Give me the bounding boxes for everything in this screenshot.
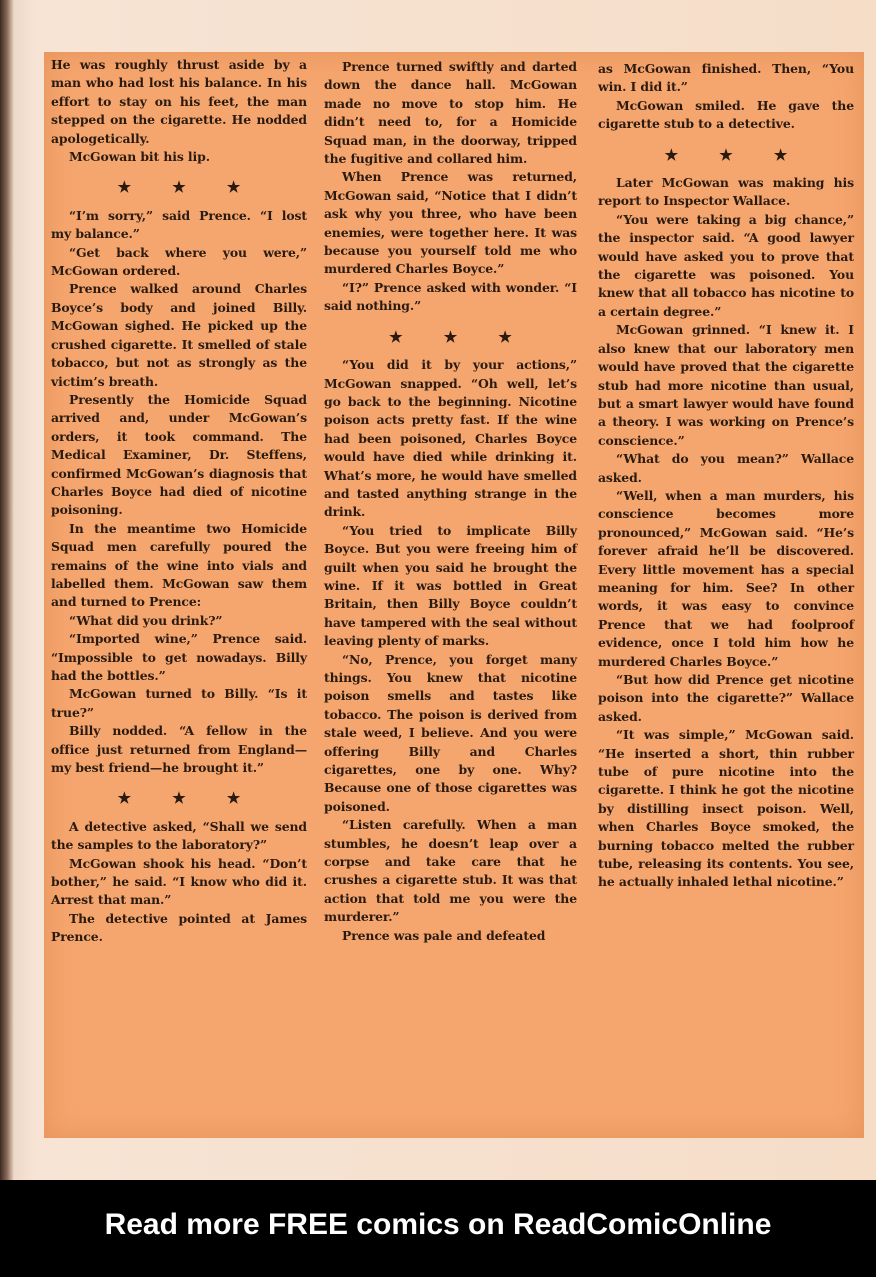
paragraph: “You did it by your actions,” McGowan snapped. “Oh well, let’s go back to the beginning. Nicotine poison acts pretty fast. If the wine had been poisoned, Charles Boyce would have died while drinking it. What’s more, he would have smelled and tasted anything strange in the drink. (324, 357, 577, 520)
paragraph: “You were taking a big chance,” the inspector said. “A good lawyer would have asked you to prove that the cigarette was poisoned. You knew that all tobacco has nicotine to a certain degree.” (598, 211, 854, 319)
page-binding-edge (0, 0, 14, 1180)
paragraph: “You tried to implicate Billy Boyce. But you were freeing him of guilt when you said he brought the wine. If it was bottled in Great Britain, then Billy Boyce couldn’t have tampered with the seal without leaving plenty of marks. (324, 522, 577, 649)
paragraph: When Prence was returned, McGowan said, “Notice that I didn’t ask why you three, who have been enemies, were together here. It was because you yourself told me who murdered Charles Boyce.” (324, 169, 577, 277)
paragraph: McGowan turned to Billy. “Is it true?” (51, 686, 307, 720)
paragraph: “I’m sorry,” said Prence. “I lost my balance.” (51, 207, 307, 242)
paragraph: as McGowan finished. Then, “You win. I did it.” (598, 61, 854, 95)
paragraph: “What do you mean?” Wallace asked. (598, 451, 854, 485)
section-break-stars: ★ ★ ★ (389, 327, 530, 346)
section-break-stars: ★ ★ ★ (664, 145, 806, 164)
paragraph: “No, Prence, you forget many things. You knew that nicotine poison smells and tastes like tobacco. The poison is derived from stale weed, I believe. And you were offering Billy and Charles cigarettes, one by one. Why? Because one of those cigarettes was poisoned. (324, 651, 577, 814)
paragraph: McGowan smiled. He gave the cigarette stub to a detective. (598, 97, 854, 132)
paragraph: “Well, when a man murders, his conscience becomes more pronounced,” McGowan said. “He’s forever afraid he’ll be discovered. Every little movement has a special meaning for him. See? In other words, it was easy to convince Prence that we had foolproof evidence, once I told him how he murdered Charles Boyce.” (598, 487, 854, 669)
paragraph: McGowan grinned. “I knew it. I also knew that our laboratory men would have proved that the cigarette stub had more nicotine than usual, but a smart lawyer would have found a theory. I was working on Prence’s conscience.” (598, 322, 854, 448)
paragraph: “Get back where you were,” McGowan ordered. (51, 244, 307, 279)
paragraph: “Listen carefully. When a man stumbles, he doesn’t leap over a corpse and take care that he crushes a cigarette stub. It was that action that told me you were the murderer.” (324, 817, 577, 925)
promo-footer-text[interactable]: Read more FREE comics on ReadComicOnline (104, 1208, 772, 1241)
paragraph: McGowan shook his head. “Don’t bother,” he said. “I know who did it. Arrest that man.” (51, 855, 307, 908)
paragraph: In the meantime two Homicide Squad men carefully poured the remains of the wine into vials and labelled them. McGowan saw them and turned to Prence: (51, 520, 307, 610)
paragraph: Later McGowan was making his report to Inspector Wallace. (598, 175, 854, 209)
promo-footer (0, 1180, 876, 1277)
section-break-stars: ★ ★ ★ (117, 789, 259, 808)
section-break-stars: ★ ★ ★ (117, 178, 259, 197)
paragraph: “Imported wine,” Prence said. “Impossible to get nowadays. Billy had the bottles.” (51, 631, 307, 683)
paragraph: He was roughly thrust aside by a man who had lost his balance. In his effort to stay on his feet, the man stepped on the cigarette. He nodded apologetically. (51, 57, 307, 146)
story-clipping (44, 52, 864, 1138)
paragraph: Prence walked around Charles Boyce’s body and joined Billy. McGowan sighed. He picked up the crushed cigarette. It smelled of stale tobacco, but not as strongly as the victim’s breath. (51, 281, 307, 389)
paragraph: Presently the Homicide Squad arrived and, under McGowan’s orders, it took command. The Medical Examiner, Dr. Steffens, confirmed McGowan’s diagnosis that Charles Boyce had died of nicotine poisoning. (51, 391, 307, 518)
paragraph: “I?” Prence asked with wonder. “I said nothing.” (324, 279, 577, 314)
paragraph: The detective pointed at James Prence. (51, 910, 307, 945)
text-column-1 (51, 56, 307, 947)
paragraph: “What did you drink?” (69, 612, 223, 628)
paragraph: A detective asked, “Shall we send the samples to the laboratory?” (51, 818, 307, 853)
text-column-3 (598, 60, 854, 892)
paragraph: Billy nodded. “A fellow in the office just returned from England—my best friend—he brought it.” (51, 723, 307, 776)
paragraph: McGowan bit his lip. (69, 149, 210, 165)
paragraph: “But how did Prence get nicotine poison into the cigarette?” Wallace asked. (598, 672, 854, 724)
paragraph: “It was simple,” McGowan said. “He inserted a short, thin rubber tube of pure nicotine into the cigarette. I think he got the nicotine by distilling insect poison. Well, when Charles Boyce smoked, the burning tobacco melted the rubber tube, releasing its contents. You see, he actually inhaled lethal nicotine.” (598, 727, 854, 890)
text-column-2 (324, 58, 577, 945)
paragraph: Prence was pale and defeated (342, 927, 546, 943)
paragraph: Prence turned swiftly and darted down the dance hall. McGowan made no move to stop him. He didn’t need to, for a Homicide Squad man, in the doorway, tripped the fugitive and collared him. (324, 59, 577, 167)
